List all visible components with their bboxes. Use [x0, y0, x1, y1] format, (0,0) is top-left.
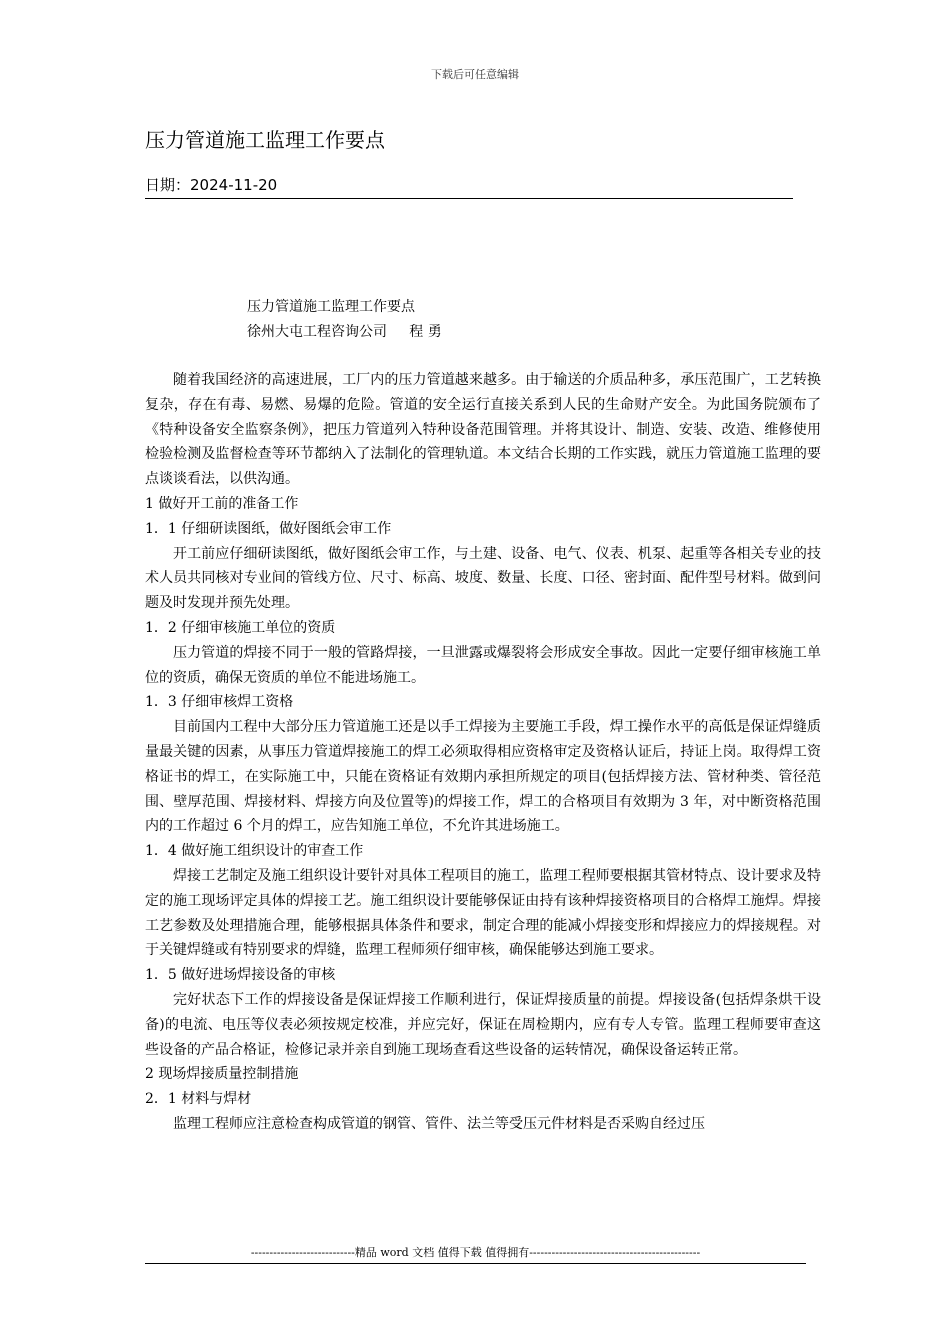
paragraph: 目前国内工程中大部分压力管道施工还是以手工焊接为主要施工手段，焊工操作水平的高低是保证焊缝质量最关键的因素，从事压力管道焊接施工的焊工必须取得相应资格审定及资格认证后，持证上岗。取得焊工资格证书的焊工，在实际施工中，只能在资格证有效期内承担所规定的项目(包括焊接方法、管材种类、管径范围、壁厚范围、焊接材料、焊接方向及位置等)的焊接工作，焊工的合格项目有效期为 3 年，对中断资格范围内的工作超过 6 个月的焊工，应告知施工单位，不允许其进场施工。: [145, 719, 821, 835]
paragraph: 监理工程师应注意检查构成管道的钢管、管件、法兰等受压元件材料是否采购自经过压: [173, 1115, 705, 1132]
date-value: 2024-11-20: [190, 176, 278, 194]
paragraph: 随着我国经济的高速进展，工厂内的压力管道越来越多。由于输送的介质品种多，承压范围广，工艺转换复杂，存在有毒、易燃、易爆的危险。管道的安全运行直接关系到人民的生命财产安全。为此国务院颁布了《特种设备安全监察条例》，把压力管道列入特种设备范围管理。并将其设计、制造、安装、改造、维修使用检验检测及监督检查等环节都纳入了法制化的管理轨道。本文结合长期的工作实践，就压力管道施工监理的要点谈谈看法，以供沟通。: [145, 372, 821, 488]
author-line: 徐州大屯工程咨询公司 程 勇: [247, 324, 442, 340]
subsection-heading: 2．1 材料与焊材: [145, 1091, 252, 1108]
subsection-heading: 1．1 仔细研读图纸，做好图纸会审工作: [145, 520, 392, 537]
paragraph: 完好状态下工作的焊接设备是保证焊接工作顺利进行，保证焊接质量的前提。焊接设备(包括焊条烘干设备)的电流、电压等仪表必须按规定校准，并应完好，保证在周检期内，应有专人专管。监理工程师要审查这些设备的产品合格证，检修记录并亲自到施工现场查看这些设备的运转情况，确保设备运转正常。: [145, 991, 821, 1058]
subsection-heading: 1．3 仔细审核焊工资格: [145, 694, 294, 711]
section-heading: 1 做好开工前的准备工作: [145, 495, 299, 512]
article-subtitle: 压力管道施工监理工作要点: [247, 299, 415, 315]
header-note: 下载后可任意编辑: [431, 68, 519, 81]
subsection-heading: 1．5 做好进场焊接设备的审核: [145, 967, 336, 984]
article-body: [145, 368, 821, 1137]
subsection-heading: 1．2 仔细审核施工单位的资质: [145, 619, 336, 636]
page-footer: ----------------------------精品 word 文档 值得下载 值得拥有----------------------------------------------: [145, 1244, 806, 1264]
paragraph: 开工前应仔细研读图纸，做好图纸会审工作，与土建、设备、电气、仪表、机泵、起重等各相关专业的技术人员共同核对专业间的管线方位、尺寸、标高、坡度、数量、长度、口径、密封面、配件型号材料。做到问题及时发现并预先处理。: [145, 545, 821, 612]
document-title: 压力管道施工监理工作要点: [145, 128, 385, 152]
paragraph: 压力管道的焊接不同于一般的管路焊接，一旦泄露或爆裂将会形成安全事故。因此一定要仔细审核施工单位的资质，确保无资质的单位不能进场施工。: [145, 644, 821, 686]
date-line: [145, 174, 793, 199]
section-heading: 2 现场焊接质量控制措施: [145, 1066, 299, 1083]
paragraph: 焊接工艺制定及施工组织设计要针对具体工程项目的施工，监理工程师要根据其管材特点、设计要求及特定的施工现场评定具体的焊接工艺。施工组织设计要能够保证由持有该种焊接资格项目的合格焊工施焊。焊接工艺参数及处理措施合理，能够根据具体条件和要求，制定合理的能减小焊接变形和焊接应力的焊接规程。对于关键焊缝或有特别要求的焊缝，监理工程师须仔细审核，确保能够达到施工要求。: [145, 867, 821, 959]
date-label: 日期：: [145, 176, 191, 194]
subsection-heading: 1．4 做好施工组织设计的审查工作: [145, 843, 364, 860]
